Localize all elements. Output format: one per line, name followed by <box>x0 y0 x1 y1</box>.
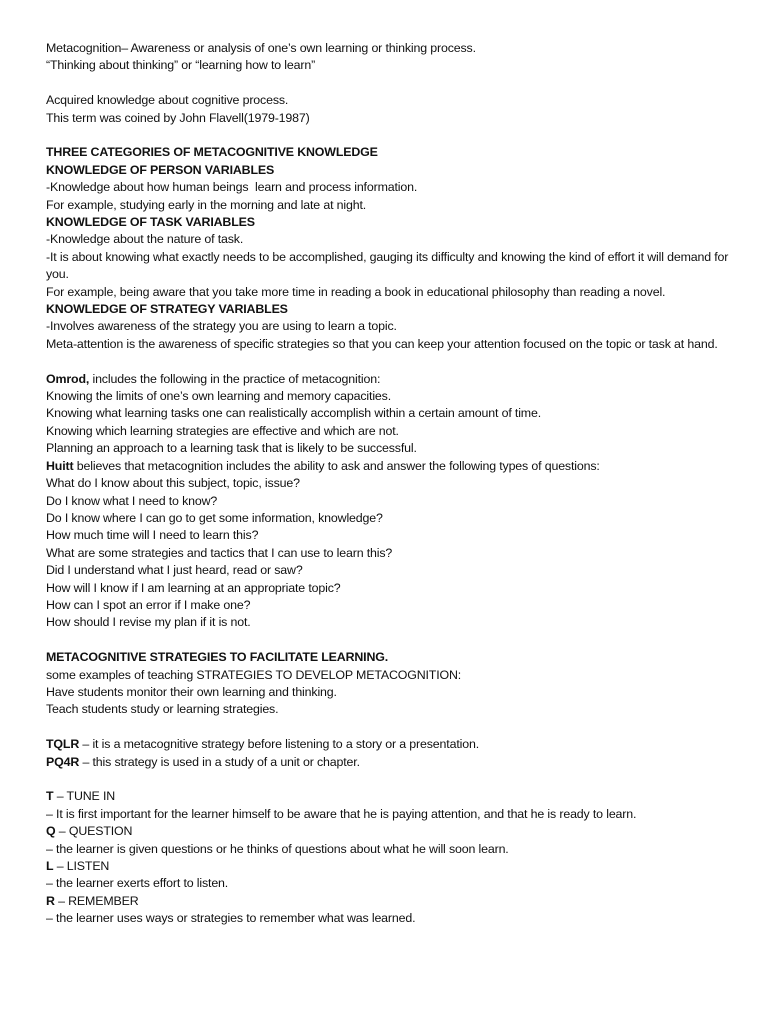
strategy-variables-text: -Involves awareness of the strategy you are using to learn a topic. <box>46 319 397 334</box>
tqlr-line: TQLR – it is a metacognitive strategy before listening to a story or a presentation. <box>46 737 479 752</box>
person-variables-text: -Knowledge about how human beings learn and process information. <box>46 180 418 195</box>
task-variables-detail: -It is about knowing what exactly needs to be accomplished, gauging its difficulty and knowing the kind of effort it will demand for you. <box>46 249 729 282</box>
huitt-question: How much time will I need to learn this? <box>46 528 259 543</box>
omrod-item: Planning an approach to a learning task that is likely to be successful. <box>46 441 417 456</box>
strategies-item: Have students monitor their own learning and thinking. <box>46 684 337 699</box>
strategy-variables-heading: KNOWLEDGE OF STRATEGY VARIABLES <box>46 302 288 317</box>
pq4r-line: PQ4R – this strategy is used in a study of a unit or chapter. <box>46 754 360 769</box>
categories-heading: THREE CATEGORIES OF METACOGNITIVE KNOWLEDGE <box>46 145 378 160</box>
document-page <box>46 40 746 928</box>
step-question-desc: – the learner is given questions or he thinks of questions about what he will soon learn. <box>46 841 509 856</box>
huitt-question: Do I know where I can go to get some information, knowledge? <box>46 510 383 525</box>
step-tune-in: T – TUNE IN <box>46 789 116 804</box>
intro-acquired: Acquired knowledge about cognitive process. <box>46 93 289 108</box>
intro-quote: “Thinking about thinking” or “learning how to learn” <box>46 58 316 73</box>
omrod-intro: Omrod, includes the following in the practice of metacognition: <box>46 371 381 386</box>
task-variables-heading: KNOWLEDGE OF TASK VARIABLES <box>46 215 255 230</box>
omrod-item: Knowing the limits of one’s own learning and memory capacities. <box>46 389 392 404</box>
intro-flavell: This term was coined by John Flavell(1979-1987) <box>46 110 310 125</box>
step-listen: L – LISTEN <box>46 859 110 873</box>
huitt-question: Do I know what I need to know? <box>46 493 218 508</box>
meta-attention-text: Meta-attention is the awareness of specific strategies so that you can keep your attention focused on the topic or task at hand. <box>46 336 718 351</box>
strategies-subheading: some examples of teaching STRATEGIES TO DEVELOP METACOGNITION: <box>46 667 462 682</box>
huitt-question: What are some strategies and tactics that I can use to learn this? <box>46 545 393 560</box>
huitt-question: Did I understand what I just heard, read or saw? <box>46 563 303 578</box>
huitt-question: How can I spot an error if I make one? <box>46 597 251 612</box>
task-variables-text: -Knowledge about the nature of task. <box>46 232 244 247</box>
omrod-item: Knowing which learning strategies are effective and which are not. <box>46 423 399 438</box>
strategies-heading: METACOGNITIVE STRATEGIES TO FACILITATE LEARNING. <box>46 650 389 665</box>
intro-definition: Metacognition– Awareness or analysis of one’s own learning or thinking process. <box>46 41 476 55</box>
strategies-item: Teach students study or learning strategies. <box>46 702 279 717</box>
step-listen-desc: – the learner exerts effort to listen. <box>46 876 229 891</box>
huitt-intro: Huitt believes that metacognition includes the ability to ask and answer the following types of questions: <box>46 458 600 473</box>
huitt-question: What do I know about this subject, topic, issue? <box>46 476 300 491</box>
step-remember-desc: – the learner uses ways or strategies to remember what was learned. <box>46 911 416 926</box>
step-remember: R – REMEMBER <box>46 893 139 908</box>
person-variables-example: For example, studying early in the morning and late at night. <box>46 197 367 212</box>
huitt-question: How will I know if I am learning at an appropriate topic? <box>46 580 341 595</box>
step-tune-in-desc: – It is first important for the learner himself to be aware that he is paying attention, and that he is ready to learn. <box>46 806 637 821</box>
person-variables-heading: KNOWLEDGE OF PERSON VARIABLES <box>46 162 275 177</box>
huitt-question: How should I revise my plan if it is not. <box>46 615 251 630</box>
omrod-item: Knowing what learning tasks one can realistically accomplish within a certain amount of time. <box>46 406 542 421</box>
task-variables-example: For example, being aware that you take more time in reading a book in educational philosophy than reading a novel. <box>46 284 666 299</box>
step-question: Q – QUESTION <box>46 824 133 839</box>
